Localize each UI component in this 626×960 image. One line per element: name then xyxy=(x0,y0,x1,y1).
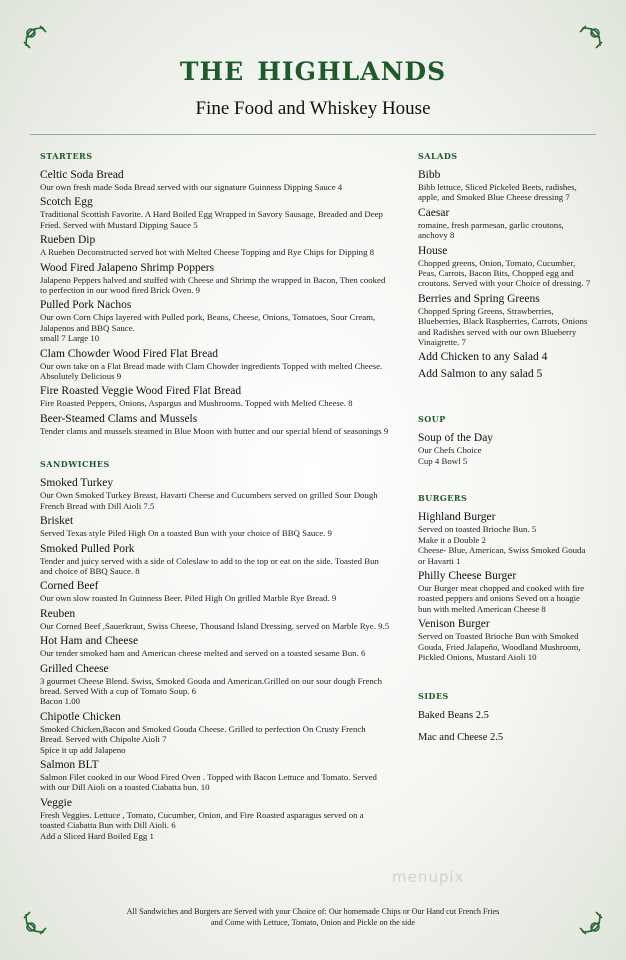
salad-addon: Add Chicken to any Salad 4 xyxy=(418,351,548,364)
menu-item xyxy=(40,608,390,631)
section-heading-burgers: burgers xyxy=(418,490,468,505)
footer-line: All Sandwiches and Burgers are Served with your Choice of: Our homemade Chips or Our Hand cut French Fries xyxy=(126,907,500,916)
item-description: Our own take on a Flat Bread made with Clam Chowder ingredients Topped with melted Cheese. Absolutely Delicious 9 xyxy=(40,360,383,382)
item-name: Chipotle Chicken xyxy=(40,710,121,723)
item-name: Soup of the Day xyxy=(418,432,494,445)
menu-item xyxy=(40,234,390,257)
menu-item xyxy=(40,196,390,230)
menu-item xyxy=(40,348,390,382)
item-description: Our Own Smoked Turkey Breast, Havarti Cheese and Cucumbers served on grilled Sour Dough French Bread with Dill Aioli 7.5 xyxy=(40,490,378,511)
item-name: Veggie xyxy=(40,796,72,809)
item-description: A Rueben Deconstructed served hot with Melted Cheese Topping and Rye Chips for Dipping 8 xyxy=(40,247,375,258)
section-heading-sides: sides xyxy=(418,688,449,703)
item-description: Served on Toasted Brioche Bun with Smoked Gouda, Fried Jalapeño, Woodland Mushroom, xyxy=(418,631,581,652)
watermark-logo: menupix xyxy=(392,868,465,886)
menu-item xyxy=(40,477,390,511)
side-item: Mac and Cheese 2.5 xyxy=(418,732,504,744)
item-description: Jalapeno Peppers halved and stuffed with Cheese and Shrimp the wrapped in Bacon, Then cooked to perfection in our wood fired Brick Oven. 9 xyxy=(40,274,386,296)
salad-addon: Add Salmon to any salad 5 xyxy=(418,368,543,381)
menu-item xyxy=(40,413,390,436)
item-name: Smoked Turkey xyxy=(40,477,114,490)
menu-item xyxy=(40,797,390,841)
menu-item xyxy=(40,299,390,343)
item-description: Bibb lettuce, Sliced Pickeled Beets, radishes, apple, and Smoked Blue Cheese dressing 7 xyxy=(418,182,577,203)
restaurant-subtitle: Fine Food and Whiskey House xyxy=(195,98,431,119)
item-description: Our own slow roasted In Guinness Beer. Piled High On grilled Marble Rye Bread. 9 xyxy=(40,593,337,604)
celtic-knot-icon xyxy=(578,24,604,50)
item-description: Chopped Spring Greens, Strawberries, Blueberries, Black Raspberries, Carrots, Onions and Radishes served with our own Blueberry Vinaigrette. 7 xyxy=(418,305,588,348)
menu-item xyxy=(418,245,593,289)
menu-item xyxy=(418,511,593,566)
item-name: Smoked Pulled Pork xyxy=(40,542,135,555)
item-name: Venison Burger xyxy=(418,618,490,631)
celtic-knot-icon xyxy=(578,910,604,936)
menu-item xyxy=(40,385,390,408)
item-name: Reuben xyxy=(40,607,76,620)
item-extra: Make it a Double 2 xyxy=(418,534,486,545)
item-description: Tender clams and mussels steamed in Blue Moon with butter and our special blend of seasonings 9 xyxy=(40,425,389,436)
item-name: Brisket xyxy=(40,515,74,528)
menu-item xyxy=(40,663,390,707)
item-extra: Add a Sliced Hard Boiled Egg 1 xyxy=(40,830,154,841)
menu-item xyxy=(418,293,593,348)
item-name: Philly Cheese Burger xyxy=(418,569,517,582)
menu-item xyxy=(40,759,390,793)
item-name: Highland Burger xyxy=(418,511,496,524)
header-divider xyxy=(30,134,596,135)
item-name: Wood Fired Jalapeno Shrimp Poppers xyxy=(40,261,215,274)
menu-item xyxy=(40,543,390,577)
side-item: Baked Beans 2.5 xyxy=(418,710,489,722)
celtic-knot-icon xyxy=(22,910,48,936)
item-description: romaine, fresh parmesan, garlic croutons, anchovy 8 xyxy=(418,219,564,241)
item-extra: Bacon 1.00 xyxy=(40,696,81,707)
item-name: Corned Beef xyxy=(40,580,99,593)
item-name: Hot Ham and Cheese xyxy=(40,635,139,648)
menu-item xyxy=(418,618,593,662)
item-description: Tender and juicy served with a side of Coleslaw to add to the top or eat on the side. Toasted Bun and choice of BBQ Sauce. 8 xyxy=(40,555,379,576)
item-name: Rueben Dip xyxy=(40,234,96,247)
item-description: Our Burger meat chopped and cooked with fire roasted peppers and onions Seved on a hoagie bun with melted American Cheese 8 xyxy=(418,582,585,614)
item-description: Salmon Filet cooked in our Wood Fired Oven . Topped with Bacon Lettuce and Tomato. Served with our Dill Aioli on a toasted Ciabatta bun. 10 xyxy=(40,771,377,793)
item-name: Pulled Pork Nachos xyxy=(40,299,132,312)
item-description: Our Corned Beef ,Sauerkraut, Swiss Cheese, Thousand Island Dressing. served on Marble Rye. 9.5 xyxy=(40,620,390,631)
item-description: 3 gourmet Cheese Blend. Swiss, Smoked Gouda and American.Grilled on our sour dough French bread. Served With a cup of Tomato Soup. 6 xyxy=(40,675,383,696)
menu-item xyxy=(40,262,390,296)
menu-item xyxy=(418,169,593,203)
menu-item xyxy=(418,432,593,466)
menu-item xyxy=(40,635,390,658)
section-heading-starters: starters xyxy=(40,148,93,162)
item-extra: Cheese- Blue, American, Swiss Smoked Gouda or Havarti 1 xyxy=(418,545,586,566)
item-description: Served Texas style Piled High On a toasted Bun with your choice of BBQ Sauce. 9 xyxy=(40,528,332,539)
item-name: Scotch Egg xyxy=(40,196,93,209)
menu-item xyxy=(418,570,593,614)
item-description: Chopped greens, Onion, Tomato, Cucumber, Peas, Carrots, Bacon Bits, Chopped egg and croutons. Served with your Choice of dressing. 7 xyxy=(418,257,591,289)
item-name: Salmon BLT xyxy=(40,758,99,771)
left-column xyxy=(40,148,390,845)
item-description: Our own Corn Chips layered with Pulled pork, Beans, Cheese, Onions, Tomatoes, Sour Cream, Jalapenos and BBQ Sauce. xyxy=(40,312,376,333)
item-description: Our own fresh made Soda Bread served with our signature Guinness Dipping Sauce 4 xyxy=(40,182,343,192)
item-name: Celtic Soda Bread xyxy=(40,169,124,181)
item-name: House xyxy=(418,244,448,257)
item-description: Traditional Scottish Favorite. A Hard Boiled Egg Wrapped in Savory Sausage, Breaded and Deep Fried. Served with Mustard Dipping Sauce 5 xyxy=(40,209,383,230)
item-description: Our tender smoked ham and American cheese melted and served on a toasted sesame Bun. 6 xyxy=(40,648,366,659)
menu-item xyxy=(40,169,390,192)
item-name: Caesar xyxy=(418,206,450,219)
item-name: Grilled Cheese xyxy=(40,662,109,675)
item-description: Fire Roasted Peppers, Onions, Aspargus and Mushrooms. Topped with Melted Cheese. 8 xyxy=(40,398,353,409)
item-description: Our Chefs Choice xyxy=(418,445,482,456)
item-name: Berries and Spring Greens xyxy=(418,292,540,305)
menu-item xyxy=(40,580,390,603)
item-extra: small 7 Large 10 xyxy=(40,333,100,344)
footer-line: and Come with Lettuce, Tomato, Onion and Pickle on the side xyxy=(211,917,415,927)
item-description: Served on toasted Brioche Bun. 5 xyxy=(418,524,537,535)
item-extra: Pickled Onions, Mustard Aioli 10 xyxy=(418,651,537,662)
item-name: Fire Roasted Veggie Wood Fired Flat Bread xyxy=(40,385,242,398)
restaurant-title: the highlands xyxy=(179,48,447,89)
section-heading-soup: soup xyxy=(418,411,446,426)
item-extra: Spice it up add Jalapeno xyxy=(40,744,126,755)
celtic-knot-icon xyxy=(22,24,48,50)
section-heading-sandwiches: sandwiches xyxy=(40,456,110,471)
item-name: Clam Chowder Wood Fired Flat Bread xyxy=(40,347,219,360)
item-extra: Cup 4 Bowl 5 xyxy=(418,455,468,466)
item-description: Fresh Veggies. Lettuce , Tomato, Cucumber, Onion, and Fire Roasted asparagus served on a toasted Ciabatta Bun with Dill Aioli. 6 xyxy=(40,809,364,831)
menu-item xyxy=(40,711,390,755)
menu-item xyxy=(40,515,390,538)
menu-item xyxy=(418,207,593,241)
item-name: Beer-Steamed Clams and Mussels xyxy=(40,412,198,425)
section-heading-salads: salads xyxy=(418,148,458,162)
right-column xyxy=(418,148,593,753)
item-name: Bibb xyxy=(418,169,441,181)
item-description: Smoked Chicken,Bacon and Smoked Gouda Cheese. Grilled to perfection On Crusty French Bread. Served with Chipolte Aioli 7 xyxy=(40,723,366,745)
footer-note xyxy=(60,907,566,928)
